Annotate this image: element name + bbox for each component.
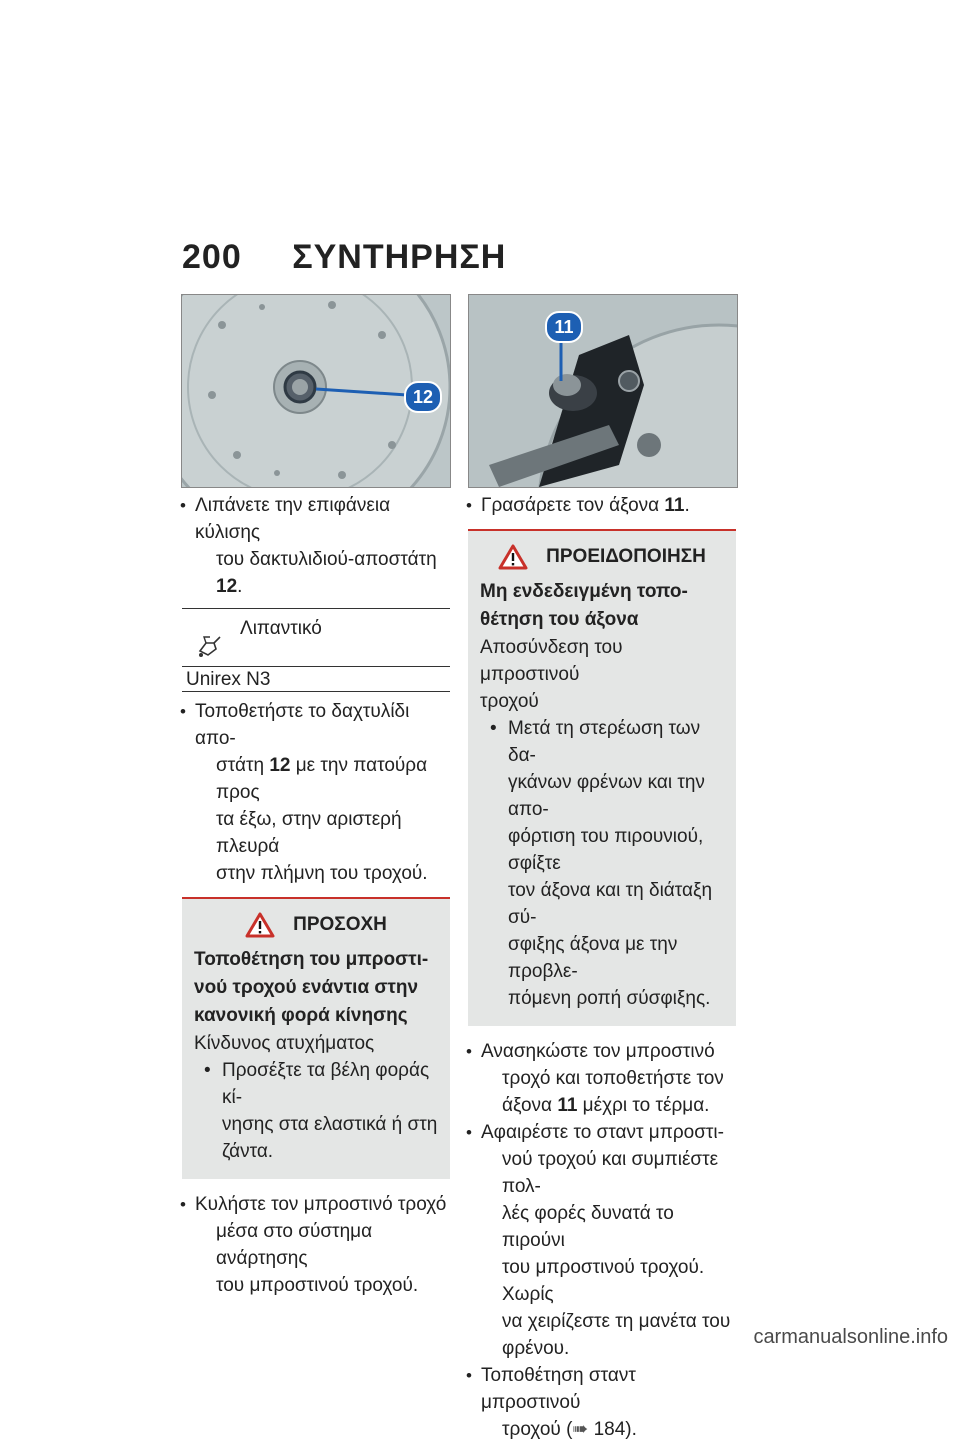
- step-remove-stand: [468, 1119, 736, 1146]
- step-text: Λιπάνετε την επιφάνεια κύλισης: [195, 495, 391, 543]
- caution-label: ΠΡΟΣΟΧΗ: [293, 914, 387, 935]
- step-text: μέχρι το τέρμα.: [577, 1095, 710, 1116]
- warning-triangle-icon: [245, 912, 275, 938]
- ref-number: 11: [557, 1095, 578, 1116]
- watermark: carmanualsonline.info: [753, 1326, 948, 1348]
- step-grease-axle: [468, 492, 736, 519]
- step-text: τροχό και τοποθετήστε τον: [502, 1068, 724, 1089]
- step-text: με την πατούρα προς: [216, 755, 428, 803]
- step-install-spacer: [182, 698, 450, 752]
- step-text: να χειρίζεστε τη μανέτα του: [502, 1311, 731, 1332]
- step-text: φρένου.: [502, 1338, 570, 1359]
- step-text: Αφαιρέστε το σταντ μπροστι-: [481, 1122, 724, 1143]
- caution-title: κανονική φορά κίνησης: [194, 1005, 408, 1026]
- step-install-stand-cont: [468, 1416, 736, 1443]
- warning-box: [468, 529, 736, 1026]
- oil-can-icon: [194, 629, 222, 659]
- page-ref-arrow-icon[interactable]: ➠: [572, 1419, 589, 1440]
- step-lubricate: [182, 492, 450, 546]
- step-roll-wheel: [182, 1191, 450, 1218]
- warning-instruction: τον άξονα και τη διάταξη σύ-: [508, 880, 713, 928]
- page-ref-link[interactable]: 184).: [588, 1419, 637, 1440]
- page-header: [182, 238, 506, 277]
- right-column: [468, 492, 736, 1443]
- step-text: .: [237, 576, 243, 597]
- step-text: μέσα στο σύστημα ανάρτησης: [216, 1221, 373, 1269]
- step-lift-wheel-cont: [468, 1092, 736, 1119]
- page-number: 200: [182, 238, 242, 276]
- step-install-stand: [468, 1362, 736, 1416]
- step-text: Γρασάρετε τον άξονα: [481, 495, 665, 516]
- step-text: του μπροστινού τροχού. Χωρίς: [502, 1257, 705, 1305]
- step-text: Ανασηκώστε τον μπροστινό: [481, 1041, 715, 1062]
- step-text: λές φορές δυνατά το πιρούνι: [502, 1203, 674, 1251]
- warning-triangle-icon: [498, 544, 528, 570]
- warning-instruction: γκάνων φρένων και την απο-: [508, 772, 705, 820]
- warning-header: [480, 543, 724, 570]
- lubricant-label: Λιπαντικό: [240, 618, 322, 639]
- step-text: Τοποθετήστε το δαχτυλίδι απο-: [195, 701, 410, 749]
- caution-title: νού τροχού ενάντια στην: [194, 977, 419, 998]
- caution-instruction: νησης στα ελαστικά ή στη: [222, 1114, 438, 1135]
- caution-risk: Κίνδυνος ατυχήματος: [194, 1033, 375, 1054]
- left-column: [182, 492, 450, 1299]
- caution-header: [194, 911, 438, 938]
- step-text: νού τροχού και συμπιέστε πολ-: [502, 1149, 719, 1197]
- step-text: του μπροστινού τροχού.: [216, 1275, 419, 1296]
- step-text: στην πλήμνη του τροχού.: [216, 863, 428, 884]
- warning-risk: τροχού: [480, 691, 539, 712]
- axle-photo: [468, 294, 738, 488]
- wheel-spacer-photo: [181, 294, 451, 488]
- caution-instruction: ζάντα.: [222, 1141, 274, 1162]
- warning-instruction: • Μετά τη στερέωση των δα-: [480, 715, 724, 769]
- step-text: .: [684, 495, 690, 516]
- warning-risk: Αποσύνδεση του μπροστινού: [480, 637, 623, 685]
- callout-12: 12: [404, 381, 442, 413]
- step-text: τα έξω, στην αριστερή πλευρά: [216, 809, 402, 857]
- warning-instruction: πόμενη ροπή σύσφιξης.: [508, 988, 711, 1009]
- step-text: στάτη: [216, 755, 270, 776]
- caution-title: Τοποθέτηση του μπροστι-: [194, 949, 429, 970]
- step-text: του δακτυλιδιού-αποστάτη: [216, 549, 437, 570]
- page-title: ΣΥΝΤΗΡΗΣΗ: [292, 238, 507, 276]
- ref-number: 12: [216, 576, 238, 597]
- warning-label: ΠΡΟΕΙΔΟΠΟΙΗΣΗ: [546, 546, 706, 567]
- warning-instruction: σφιξης άξονα με την προβλε-: [508, 934, 678, 982]
- lubricant-code: Unirex N3: [186, 669, 271, 690]
- caution-instruction: • Προσέξτε τα βέλη φοράς κί-: [194, 1057, 438, 1111]
- step-lubricate-cont: [182, 546, 450, 600]
- callout-11: 11: [545, 311, 583, 343]
- ref-number: 12: [269, 755, 291, 776]
- step-lift-wheel: [468, 1038, 736, 1065]
- step-install-spacer-cont: [182, 752, 450, 806]
- axle-illustration: [469, 295, 737, 487]
- caution-box: [182, 897, 450, 1179]
- step-text: τροχού (: [502, 1419, 573, 1440]
- lubricant-box: [182, 608, 450, 692]
- ref-number: 11: [664, 495, 685, 516]
- warning-instruction: φόρτιση του πιρουνιού, σφίξτε: [508, 826, 704, 874]
- warning-title: Μη ενδεδειγμένη τοπο-: [480, 581, 688, 602]
- warning-title: θέτηση του άξονα: [480, 609, 639, 630]
- step-text: Τοποθέτηση σταντ μπροστινού: [481, 1365, 636, 1413]
- step-text: άξονα: [502, 1095, 558, 1116]
- step-text: Κυλήστε τον μπροστινό τροχό: [195, 1194, 447, 1215]
